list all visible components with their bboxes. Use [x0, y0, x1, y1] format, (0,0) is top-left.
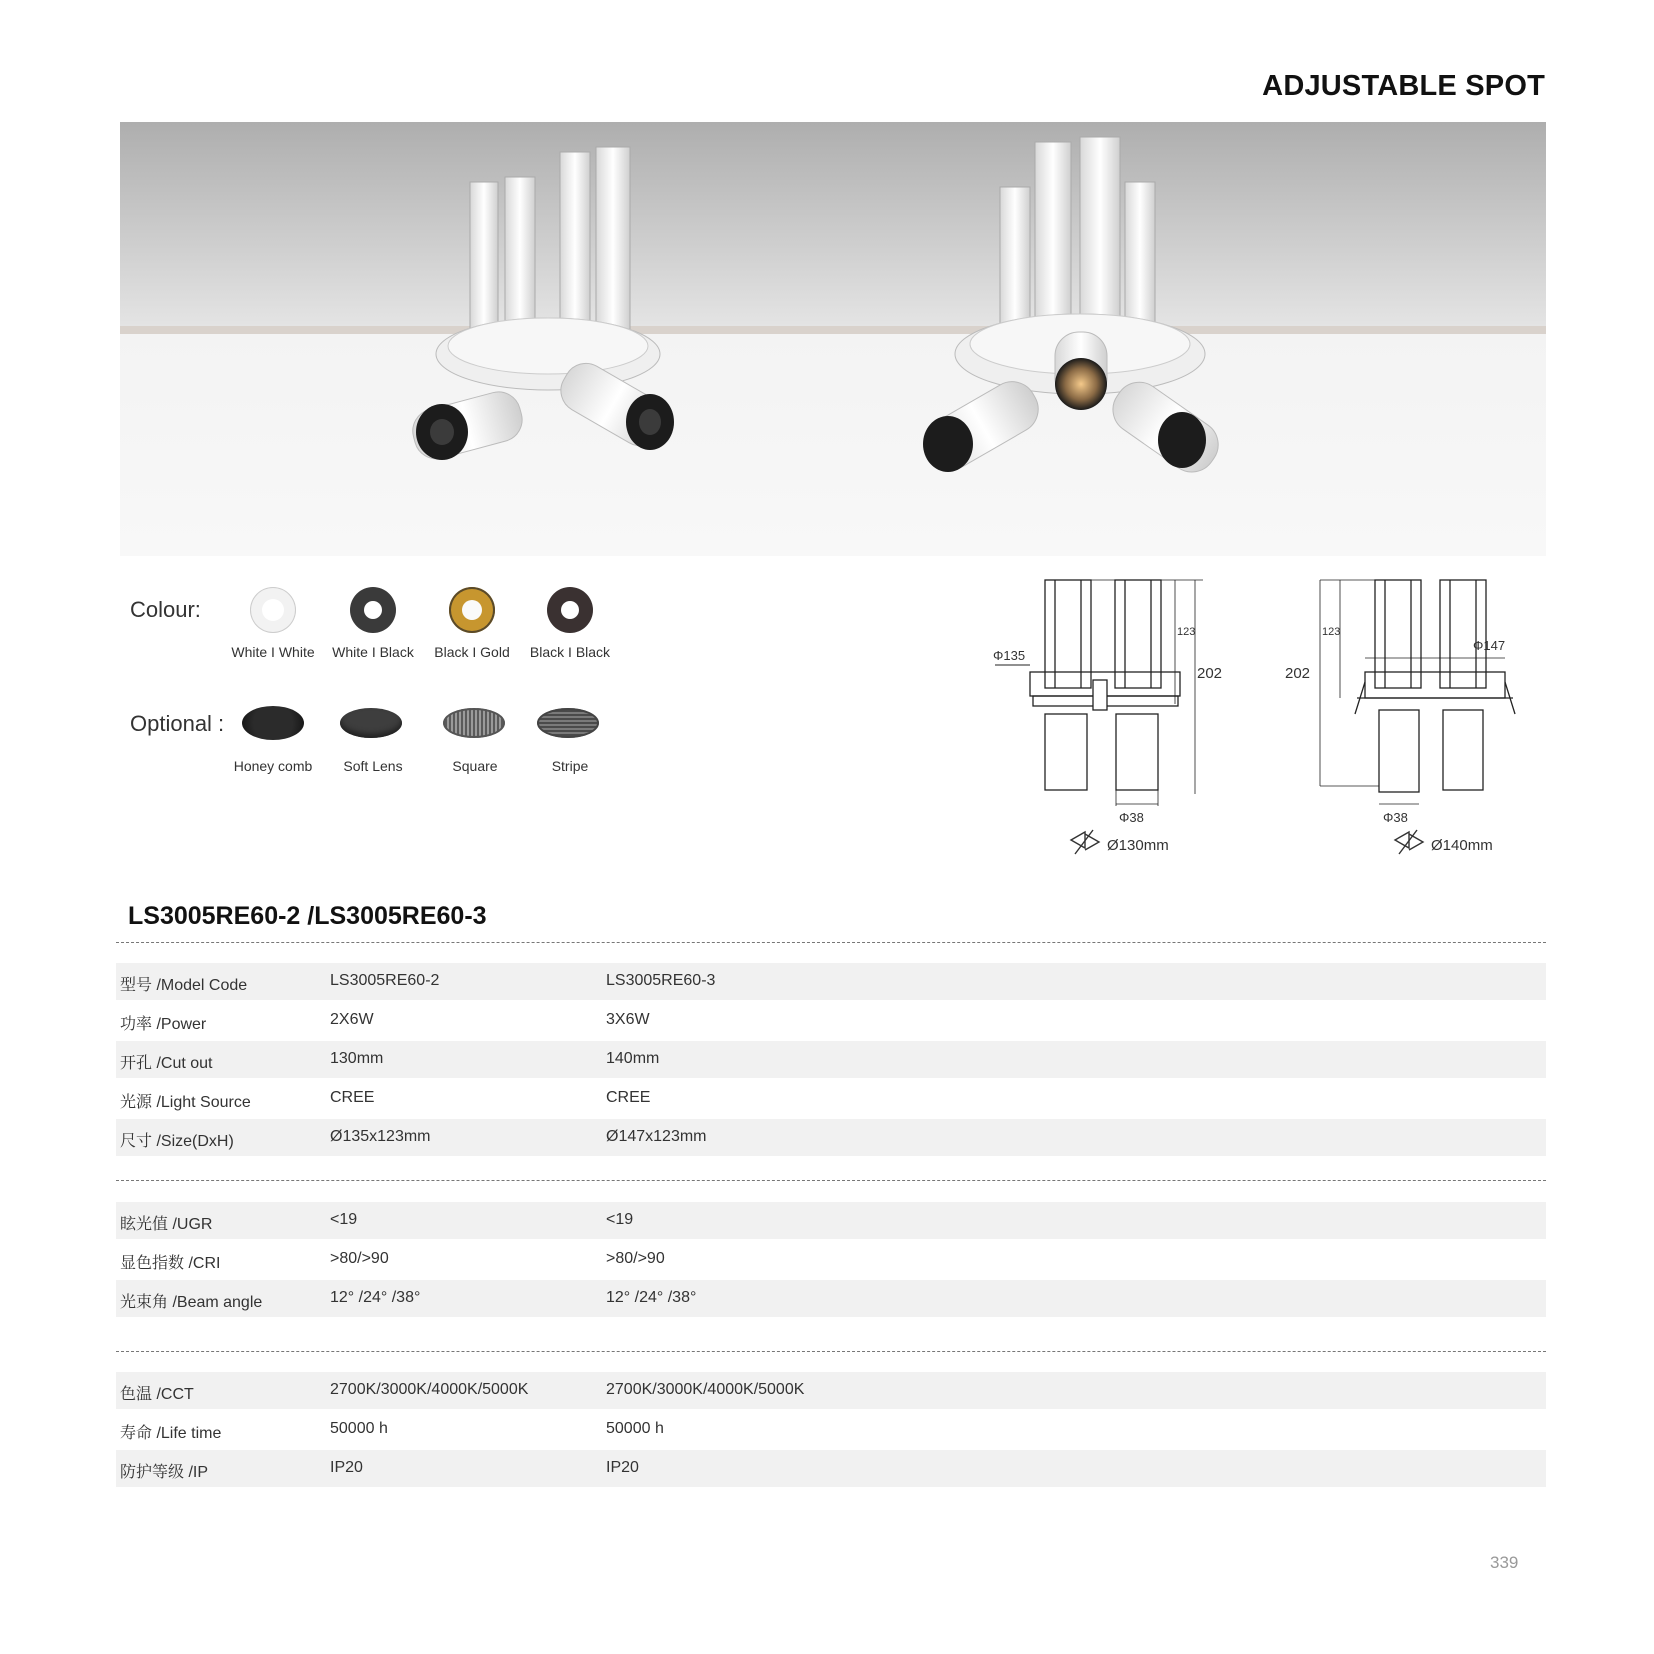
cutout-size: Ø130mm — [1107, 837, 1169, 854]
spec-value-1: 2700K/3000K/4000K/5000K — [330, 1381, 529, 1398]
lens-caption: Soft Lens — [343, 758, 403, 774]
optional-label: Optional : — [130, 711, 225, 736]
spec-row — [116, 1280, 1546, 1317]
dim-spot-diameter: Φ38 — [1383, 810, 1408, 825]
spec-row — [116, 1002, 1546, 1039]
spec-row — [116, 1080, 1546, 1117]
spec-row — [116, 1411, 1546, 1448]
cutout-icon — [1395, 830, 1423, 854]
spec-value-1: <19 — [330, 1211, 358, 1228]
swatch-black-black — [547, 587, 593, 633]
spec-value-2: IP20 — [606, 1459, 639, 1476]
spec-row — [116, 1119, 1546, 1156]
spec-value-1: LS3005RE60-2 — [330, 972, 440, 989]
dim-height-body: 123 — [1322, 626, 1341, 638]
lens-caption: Honey comb — [233, 758, 313, 774]
swatch-white-black — [350, 587, 396, 633]
dimension-drawings — [985, 572, 1545, 862]
page-title: ADJUSTABLE SPOT — [1262, 70, 1545, 102]
swatch-caption: White I Black — [332, 644, 414, 660]
cutout-size: Ø140mm — [1431, 837, 1493, 854]
spec-value-2: 50000 h — [606, 1420, 664, 1437]
divider — [116, 1180, 1546, 1181]
lens-soft-icon — [340, 708, 402, 738]
dim-spot-diameter: Φ38 — [1119, 810, 1144, 825]
spec-label: 防护等级 /IP — [120, 1464, 209, 1481]
lens-honeycomb-icon — [242, 706, 304, 740]
spec-label: 开孔 /Cut out — [120, 1055, 213, 1072]
dim-height-total: 202 — [1197, 665, 1223, 682]
spec-value-2: LS3005RE60-3 — [606, 972, 716, 989]
colour-label: Colour: — [130, 597, 201, 622]
dim-height-body: 123 — [1177, 626, 1196, 638]
spec-row — [116, 1372, 1546, 1409]
drawing-2-head — [995, 580, 1203, 806]
spec-value-1: CREE — [330, 1089, 375, 1106]
dim-diameter: Φ135 — [993, 648, 1026, 663]
spec-value-1: >80/>90 — [330, 1250, 389, 1267]
spec-value-2: CREE — [606, 1089, 651, 1106]
spec-label: 光源 /Light Source — [120, 1094, 251, 1111]
lens-caption: Square — [452, 758, 498, 774]
divider — [116, 942, 1546, 943]
spec-value-1: 50000 h — [330, 1420, 388, 1437]
dim-diameter: Φ147 — [1473, 638, 1506, 653]
swatch-caption: White I White — [231, 644, 315, 660]
spec-value-2: 140mm — [606, 1050, 660, 1067]
spec-label: 显色指数 /CRI — [120, 1255, 221, 1272]
spec-label: 型号 /Model Code — [120, 977, 248, 994]
spec-value-1: Ø135x123mm — [330, 1128, 431, 1145]
product-photo — [120, 122, 1546, 556]
swatch-caption: Black I Black — [529, 644, 611, 660]
swatch-black-gold — [449, 587, 495, 633]
spec-row — [116, 963, 1546, 1000]
dim-height-total: 202 — [1285, 665, 1311, 682]
spec-value-1: 12° /24° /38° — [330, 1289, 421, 1306]
spec-label: 眩光值 /UGR — [120, 1216, 213, 1233]
spec-row — [116, 1450, 1546, 1487]
spec-label: 功率 /Power — [120, 1016, 207, 1033]
lens-stripe-icon — [537, 708, 599, 738]
lens-caption: Stripe — [551, 758, 589, 774]
swatch-white-white — [250, 587, 296, 633]
spec-value-2: 2700K/3000K/4000K/5000K — [606, 1381, 805, 1398]
spec-row — [116, 1241, 1546, 1278]
drawing-3-head — [1320, 580, 1515, 804]
divider — [116, 1351, 1546, 1352]
spec-value-2: <19 — [606, 1211, 634, 1228]
lens-square-icon — [443, 708, 505, 738]
spec-value-2: 3X6W — [606, 1011, 650, 1028]
spec-value-1: 130mm — [330, 1050, 384, 1067]
spec-label: 尺寸 /Size(DxH) — [120, 1133, 234, 1150]
spec-row — [116, 1202, 1546, 1239]
page-number: 339 — [1490, 1553, 1519, 1572]
spec-value-1: 2X6W — [330, 1011, 374, 1028]
spec-label: 色温 /CCT — [120, 1386, 194, 1403]
cutout-icon — [1071, 830, 1099, 854]
spec-value-1: IP20 — [330, 1459, 363, 1476]
model-title: LS3005RE60-2 /LS3005RE60-3 — [128, 902, 487, 930]
spec-label: 寿命 /Life time — [120, 1425, 222, 1442]
spec-value-2: >80/>90 — [606, 1250, 665, 1267]
spec-value-2: 12° /24° /38° — [606, 1289, 697, 1306]
spec-value-2: Ø147x123mm — [606, 1128, 707, 1145]
spec-row — [116, 1041, 1546, 1078]
swatch-caption: Black I Gold — [434, 644, 510, 660]
spec-label: 光束角 /Beam angle — [120, 1294, 263, 1311]
